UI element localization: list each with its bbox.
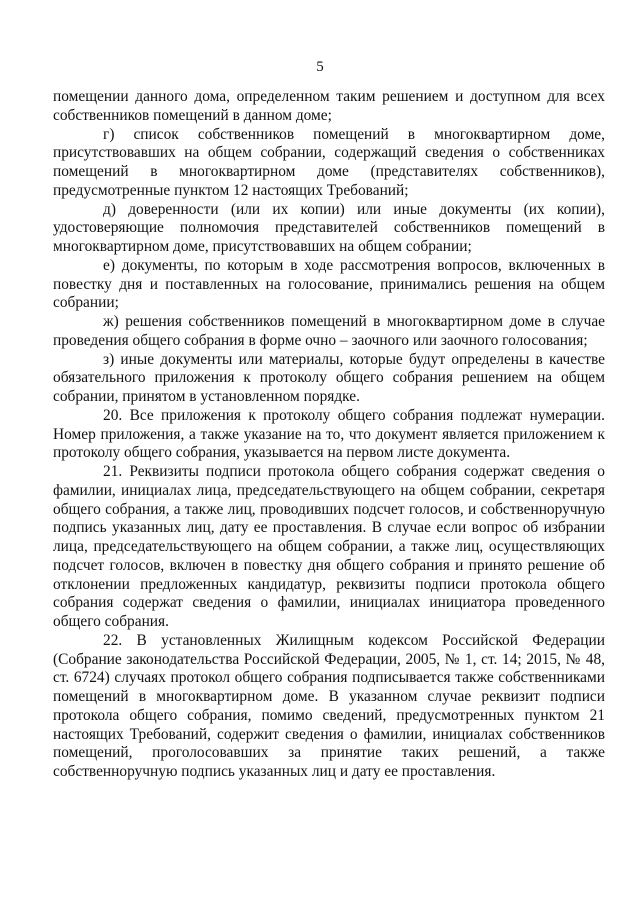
clause-22: 22. В установленных Жилищным кодексом Российской Федерации (Собрание законодательства Российской Федерации, 2005, № 1, ст. 14; 2015, № 48, ст. 6724) случаях протокол общего собрания подписывается также собственниками помещений в многоквартирном доме. В указанном случае реквизит подписи протокола общего собрания, помимо сведений, предусмотренных пунктом 21 настоящих Требований, содержит сведения о фамилии, инициалах собственников помещений, проголосовавших за принятие таких решений, а также собственноручную подпись указанных лиц и дату ее проставления.	[53, 631, 605, 780]
list-item-zh: ж) решения собственников помещений в многоквартирном доме в случае проведения общего собрания в форме очно – заочного или заочного голосования;	[53, 313, 605, 349]
clause-21: 21. Реквизиты подписи протокола общего собрания содержат сведения о фамилии, инициалах лица, председательствующего на общем собрании, секретаря общего собрания, а также лиц, проводивших подсчет голосов, и собственноручную подпись указанных лиц, дату ее проставления. В случае если вопрос об избрании лица, председательствующего на общем собрании, а также лиц, осуществляющих подсчет голосов, включен в повестку дня общего собрания и принято решение об отклонении предложенных кандидатур, реквизиты подписи протокола общего собрания содержат сведения о фамилии, инициалах инициатора проведенного общего собрания.	[53, 463, 605, 630]
clause-20: 20. Все приложения к протоколу общего собрания подлежат нумерации. Номер приложения, а также указание на то, что документ является приложением к протоколу общего собрания, указывается на первом листе документа.	[53, 406, 605, 462]
page-number: 5	[316, 59, 324, 75]
list-item-d: д) доверенности (или их копии) или иные документы (их копии), удостоверяющие полномочия представителей собственников помещений в многоквартирном доме, присутствовавших на общем собрании;	[53, 200, 605, 255]
list-item-e: е) документы, по которым в ходе рассмотрения вопросов, включенных в повестку дня и поставленных на голосование, принимались решения на общем собрании;	[53, 256, 605, 312]
document-body	[53, 88, 605, 782]
paragraph-continuation: помещении данного дома, определенном таким решением и доступном для всех собственников помещений в данном доме;	[53, 88, 605, 124]
list-item-z: з) иные документы или материалы, которые будут определены в качестве обязательного приложения к протоколу общего собрания решением на общем собрании, принятом в установленном порядке.	[53, 350, 605, 405]
list-item-g: г) список собственников помещений в многоквартирном доме, присутствовавших на общем собрании, содержащий сведения о собственниках помещений в многоквартирном доме (представителях собственников), предусмотренные пунктом 12 настоящих Требований;	[53, 125, 605, 199]
